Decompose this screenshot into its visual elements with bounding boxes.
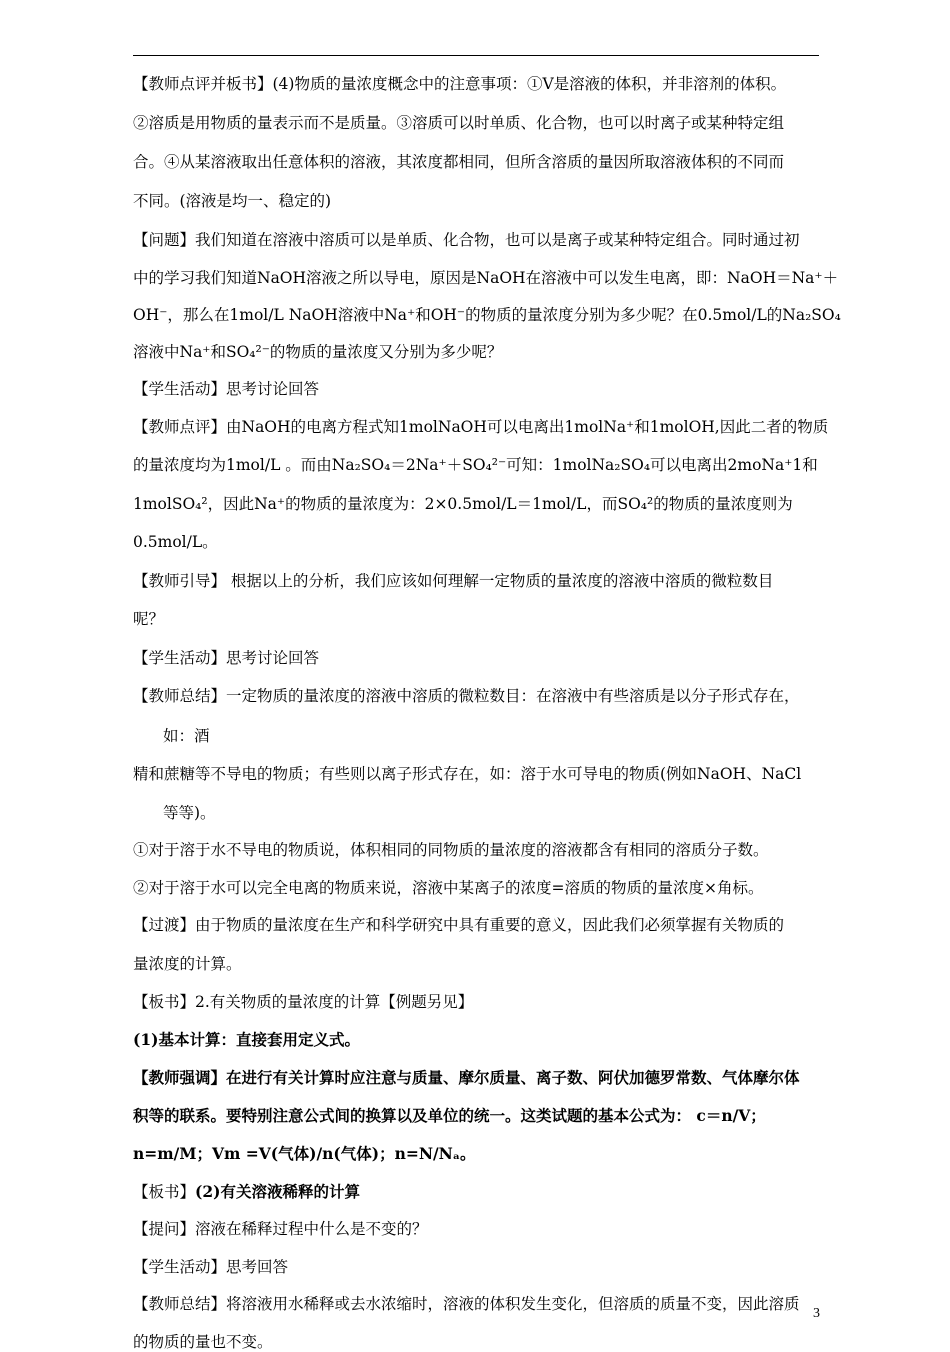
text-line: 【学生活动】思考讨论回答 — [133, 649, 320, 667]
text-line: 【教师点评】由NaOH的电离方程式知1molNaOH可以电离出1molNa⁺和1molOH,因此二者的物质 — [133, 418, 829, 436]
text-line: 合。④从某溶液取出任意体积的溶液，其浓度都相同，但所含溶质的量因所取溶液体积的不同而 — [133, 153, 785, 171]
text-line: 中的学习我们知道NaOH溶液之所以导电，原因是NaOH在溶液中可以发生电离，即：NaOH＝Na⁺＋ — [133, 269, 839, 287]
text-line: 呢？ — [133, 610, 165, 628]
header-rule — [133, 55, 819, 56]
text-line: ②对于溶于水可以完全电离的物质来说，溶液中某离子的浓度=溶质的物质的量浓度×角标。 — [133, 879, 764, 897]
text-line: 0.5mol/L。 — [133, 533, 218, 551]
text-line: 【教师总结】将溶液用水稀释或去水浓缩时，溶液的体积发生变化，但溶质的质量不变，因此溶质 — [133, 1295, 800, 1313]
text-line: 【学生活动】思考回答 — [133, 1258, 289, 1276]
text-line: 精和蔗糖等不导电的物质；有些则以离子形式存在，如：溶于水可导电的物质(例如NaOH、NaCl — [133, 765, 802, 783]
text-line: 1molSO₄²，因此Na⁺的物质的量浓度为：2×0.5mol/L＝1mol/L，而SO₄²的物质的量浓度则为 — [133, 495, 793, 513]
text-line: (1)基本计算：直接套用定义式。 — [133, 1030, 360, 1049]
text-line: 等等)。 — [163, 804, 216, 822]
text-line: ②溶质是用物质的量表示而不是质量。③溶质可以时单质、化合物，也可以时离子或某种特定组 — [133, 114, 785, 132]
text-line: 【板书】2.有关物质的量浓度的计算【例题另见】 — [133, 993, 474, 1011]
text-line: 【教师引导】 根据以上的分析，我们应该如何理解一定物质的量浓度的溶液中溶质的微粒数目 — [133, 572, 774, 590]
text-line: 的物质的量也不变。 — [133, 1333, 273, 1351]
text-line: 【教师强调】在进行有关计算时应注意与质量、摩尔质量、离子数、阿伏加德罗常数、气体摩尔体 — [133, 1068, 800, 1087]
text-line: 溶液中Na⁺和SO₄²⁻的物质的量浓度又分别为多少呢？ — [133, 343, 503, 361]
text-line: n=m/M；Vm =V(气体)/n(气体)；n=N/Nₐ。 — [133, 1144, 476, 1163]
text-line: 【问题】我们知道在溶液中溶质可以是单质、化合物，也可以是离子或某种特定组合。同时通过初 — [133, 231, 800, 249]
text-line: 如：酒 — [163, 727, 210, 745]
text-line: OH⁻，那么在1mol/L NaOH溶液中Na⁺和OH⁻的物质的量浓度分别为多少呢？在0.5mol/L的Na₂SO₄ — [133, 306, 841, 324]
text-line: 【板书】(2)有关溶液稀释的计算 — [133, 1182, 360, 1201]
text-line: 【教师点评并板书】(4)物质的量浓度概念中的注意事项：①V是溶液的体积，并非溶剂的体积。 — [133, 75, 787, 93]
text-line: 【教师总结】一定物质的量浓度的溶液中溶质的微粒数目：在溶液中有些溶质是以分子形式存在， — [133, 687, 800, 705]
text-line: 不同。(溶液是均一、稳定的) — [133, 192, 332, 210]
text-line: 的量浓度均为1mol/L 。而由Na₂SO₄＝2Na⁺＋SO₄²⁻可知：1molNa₂SO₄可以电离出2moNa⁺1和 — [133, 456, 818, 474]
page-number: 3 — [813, 1306, 820, 1321]
text-line: 积等的联系。要特别注意公式间的换算以及单位的统一。这类试题的基本公式为： c＝n/V； — [133, 1106, 766, 1125]
text-line: ①对于溶于水不导电的物质说，体积相同的同物质的量浓度的溶液都含有相同的溶质分子数。 — [133, 841, 769, 859]
text-line: 量浓度的计算。 — [133, 955, 242, 973]
text-line: 【过渡】由于物质的量浓度在生产和科学研究中具有重要的意义，因此我们必须掌握有关物质的 — [133, 916, 785, 934]
text-line: 【提问】溶液在稀释过程中什么是不变的？ — [133, 1220, 428, 1238]
text-line: 【学生活动】思考讨论回答 — [133, 380, 320, 398]
